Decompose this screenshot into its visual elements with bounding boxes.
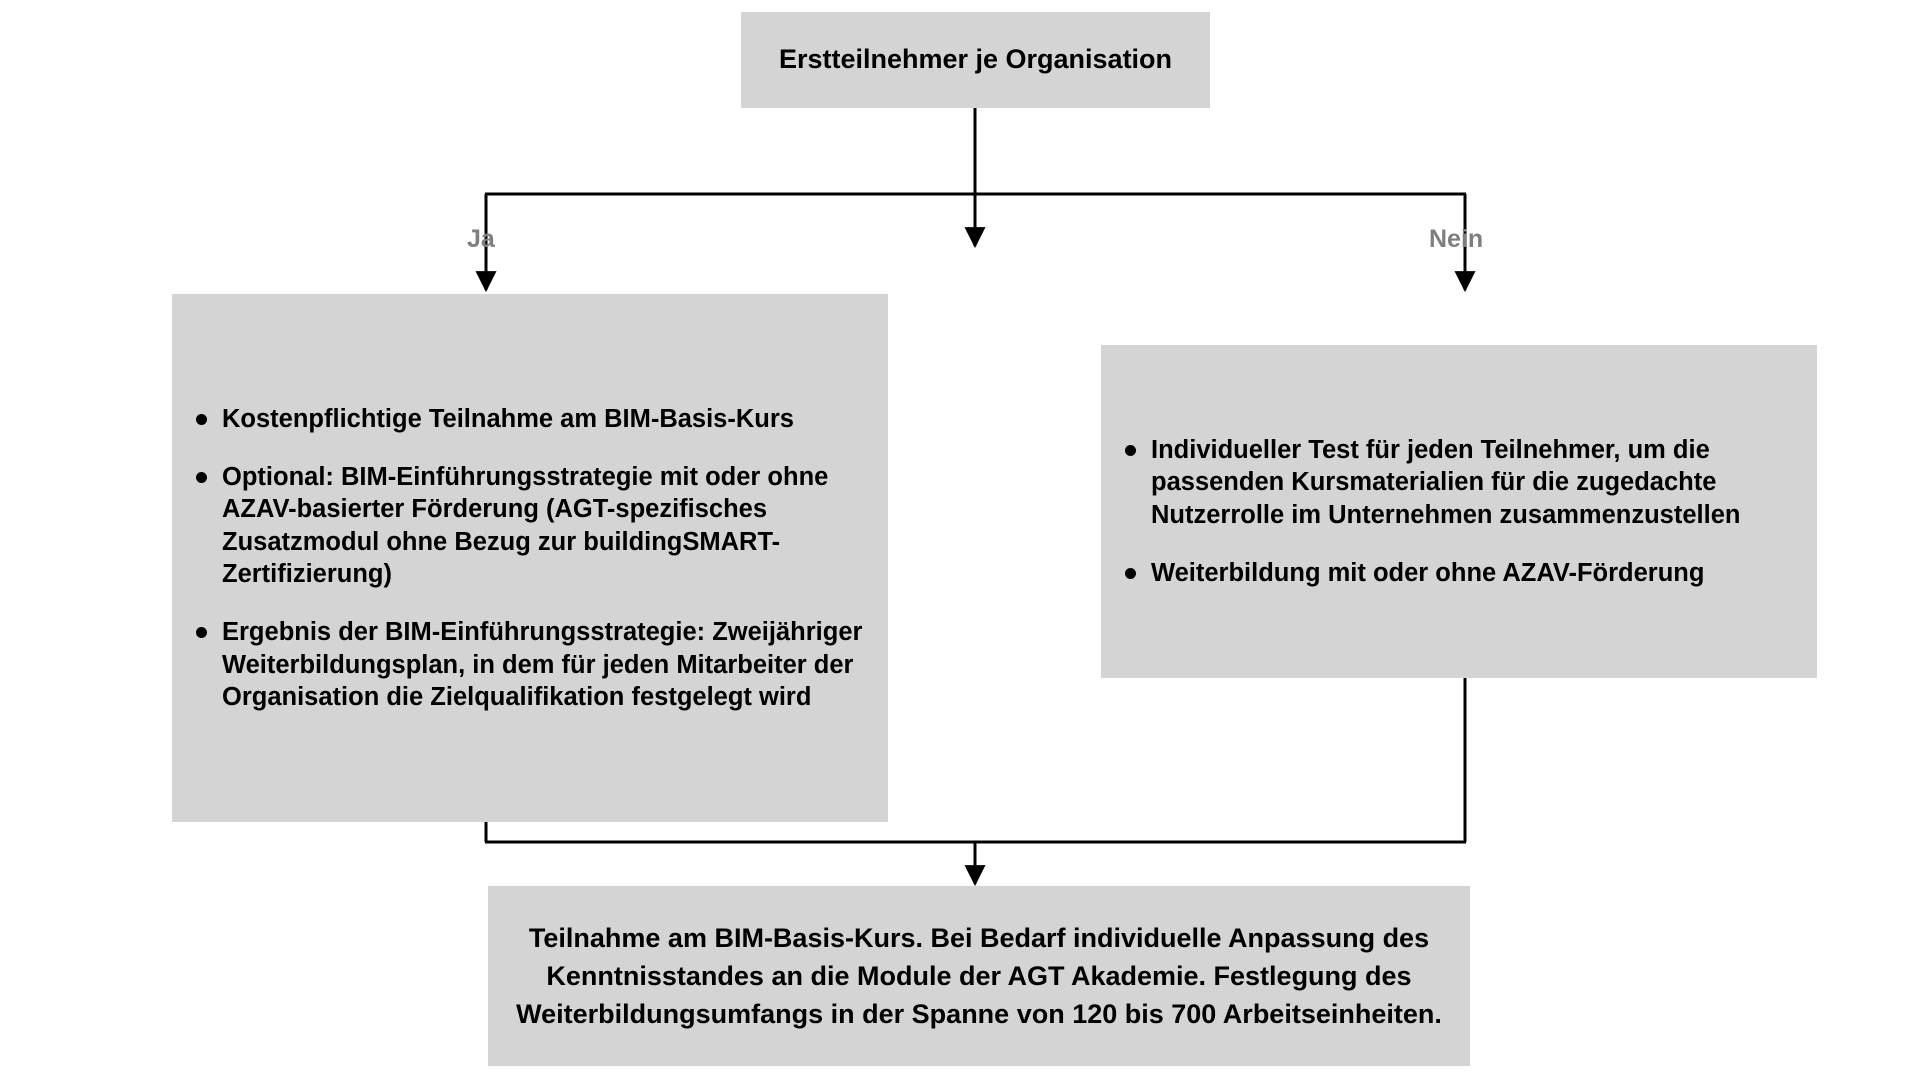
node-root-label: Erstteilnehmer je Organisation	[778, 44, 1173, 75]
node-final[interactable]	[488, 886, 1470, 1066]
node-final-label: Teilnahme am BIM-Basis-Kurs. Bei Bedarf individuelle Anpassung des Kenntnisstandes an die Module der AGT Akademie. Festlegung des Weiterbildungsumfangs in der Spanne von 120 bis 700 Arbeitseinheiten.	[516, 922, 1442, 1030]
node-branch-ja[interactable]	[172, 294, 888, 822]
branch-ja-list	[190, 403, 864, 714]
branch-nein-list	[1119, 434, 1793, 590]
edge-label-ja: Ja	[467, 225, 495, 253]
node-branch-nein[interactable]	[1101, 345, 1817, 678]
list-item: Ergebnis der BIM-Einführungsstrategie: Zweijähriger Weiterbildungsplan, in dem für jeden Mitarbeiter der Organisation die Zielqualifikation festgelegt wird	[190, 616, 864, 713]
list-item: Kostenpflichtige Teilnahme am BIM-Basis-Kurs	[190, 403, 864, 435]
list-item: Optional: BIM-Einführungsstrategie mit oder ohne AZAV-basierter Förderung (AGT-spezifisches Zusatzmodul ohne Bezug zur buildingSMART-Zertifizierung)	[190, 461, 864, 591]
list-item: Weiterbildung mit oder ohne AZAV-Förderung	[1119, 557, 1793, 589]
node-root[interactable]	[741, 12, 1210, 108]
edge-label-nein: Nein	[1429, 225, 1484, 253]
list-item: Individueller Test für jeden Teilnehmer, um die passenden Kursmaterialien für die zugedachte Nutzerrolle im Unternehmen zusammenzustellen	[1119, 434, 1793, 531]
